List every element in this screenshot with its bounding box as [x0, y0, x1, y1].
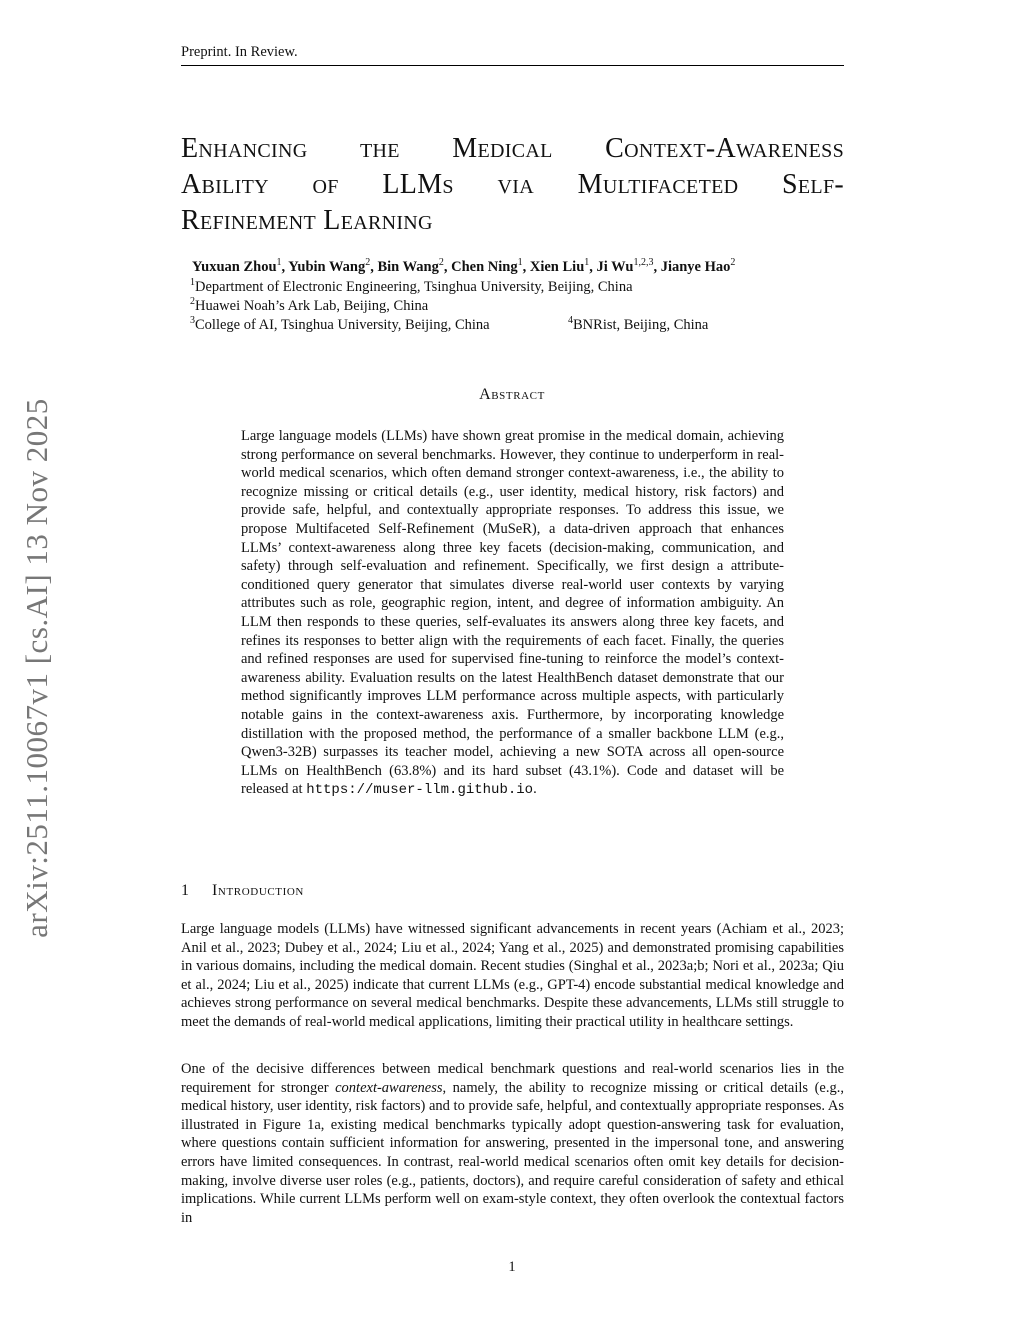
affiliation-mark: 1	[190, 277, 195, 288]
title-line-3: Refinement Learning	[181, 205, 433, 236]
author-affil-mark: 2	[365, 257, 371, 268]
affiliation-text: College of AI, Tsinghua University, Beijing, China	[195, 317, 490, 333]
author-name: Yuxuan Zhou	[192, 259, 277, 275]
author-name: Xien Liu	[529, 259, 585, 275]
author-affil-mark: 1	[584, 257, 590, 268]
abstract-body	[241, 427, 784, 800]
author-list: Yuxuan Zhou$^1$, Yubin Wang$^2$, Bin Wang$^2$, Chen Ning$^1$, Xien Liu$^1$, Ji Wu$^{1,2,3}$, Jianye Hao$^2$	[192, 257, 736, 275]
author-affil-mark: 2	[730, 257, 736, 268]
abstract-heading: Abstract	[479, 386, 545, 403]
affiliation-4	[568, 317, 708, 334]
author-affil-mark: 2	[438, 257, 444, 268]
abstract-trail: .	[533, 781, 537, 798]
affiliation-text: BNRist, Beijing, China	[573, 317, 709, 333]
affiliation-mark: 3	[190, 315, 195, 326]
header-rule	[181, 65, 844, 66]
author-name: Chen Ning	[451, 259, 518, 275]
author-affil-mark: 1	[276, 257, 282, 268]
affiliation-mark: 4	[568, 315, 573, 326]
arxiv-stamp-text: arXiv:2511.10067v1 [cs.AI] 13 Nov 2025	[19, 397, 54, 938]
affiliation-text: Huawei Noah’s Ark Lab, Beijing, China	[195, 298, 429, 314]
abstract-text: Large language models (LLMs) have shown great promise in the medical domain, achieving strong performance on several benchmarks. However, they continue to underperform in real-world medical scenarios, which often demand stronger context-awareness, i.e., the ability to recognize missing or critical details (e.g., user identity, medical history, risk factors) and provide safe, helpful, and contextually appropriate responses. To address this issue, we propose Multifaceted Self-Refinement (MuSeR), a data-driven approach that enhances LLMs’ context-awareness along three key facets (decision-making, communication, and safety) through self-evaluation and refinement. Specifically, we first design a attribute-conditioned query generator that simulates diverse real-world user contexts by varying attributes such as role, geographic region, intent, and degree of information ambiguity. An LLM then responds to these queries, self-evaluates its answers along three key facets, and refines its responses to better align with the requirements of each facet. Finally, the queries and refined responses are used for supervised fine-tuning to reinforce the model’s context-awareness ability. Evaluation results on the latest HealthBench dataset demonstrate that our method significantly improves LLM performance across multiple aspects, with particularly notable gains in the context-awareness axis. Furthermore, by incorporating knowledge distillation with the proposed method, the performance of a smaller backbone LLM (e.g., Qwen3-32B) surpasses its teacher model, achieving a new SOTA across all open-source LLMs on HealthBench (63.8%) and its hard subset (43.1%). Code and dataset will be released at	[241, 428, 784, 798]
author-name: Bin Wang	[377, 259, 439, 275]
running-header: Preprint. In Review.	[181, 44, 298, 60]
author-name: Jianye Hao	[660, 259, 731, 275]
paper-title	[181, 131, 844, 239]
title-line-1: Enhancing the Medical Context-Awareness	[181, 133, 844, 164]
affiliation-3	[190, 317, 490, 334]
affiliation-mark: 2	[190, 296, 195, 307]
emphasis-term: context-awareness	[335, 1079, 443, 1096]
section-title: Introduction	[212, 882, 304, 899]
intro-paragraph-2	[181, 1060, 844, 1227]
author-affil-mark: 1	[517, 257, 523, 268]
title-line-2: Ability of LLMs via Multifaceted Self-	[181, 169, 844, 200]
section-number: 1	[181, 882, 190, 899]
affiliation-text: Department of Electronic Engineering, Tsinghua University, Beijing, China	[195, 279, 633, 295]
arxiv-stamp	[19, 375, 55, 960]
author-name: Yubin Wang	[288, 259, 366, 275]
intro-paragraph-1: Large language models (LLMs) have witnessed significant advancements in recent years (Achiam et al., 2023; Anil et al., 2023; Dubey et al., 2024; Liu et al., 2024; Yang et al., 2025) and demonstrated promising capabilities in various domains, including the medical domain. Recent studies (Singhal et al., 2023a;b; Nori et al., 2023a; Qiu et al., 2024; Liu et al., 2025) indicate that current LLMs (e.g., GPT-4) encode substantial medical knowledge and achieves strong performance on several medical benchmarks. Despite these advancements, LLMs still struggle to meet the demands of real-world medical applications, limiting their practical utility in healthcare settings.	[181, 921, 844, 1030]
paragraph-text: , namely, the ability to recognize missing or critical details (e.g., medical history, user identity, risk factors) and to provide safe, helpful, and contextually appropriate responses. As illustrated in Figure 1a, existing medical benchmarks typically adopt question-answering task for evaluation, where questions contain sufficient information for answering, presented in the impersonal tone, and answering errors have limited consequences. In contrast, real-world medical scenarios often omit key details for decision-making, involve diverse user roles (e.g., patients, doctors), and require careful consideration of safety and ethical implications. While current LLMs perform well on exam-style context, they often overlook the contextual factors in	[181, 1079, 844, 1226]
page-number: 1	[508, 1259, 516, 1275]
author-affil-mark: 1,2,3	[633, 257, 654, 268]
affiliation-1	[190, 279, 633, 296]
paragraph-text: One of the decisive differences between medical benchmark questions and real-world scenarios lies in the requirement for stronger	[181, 1061, 844, 1096]
author-name: Ji Wu	[596, 259, 634, 275]
section-heading	[181, 882, 304, 900]
code-url-link[interactable]: https://muser-llm.github.io	[306, 782, 534, 799]
affiliation-2	[190, 298, 428, 315]
